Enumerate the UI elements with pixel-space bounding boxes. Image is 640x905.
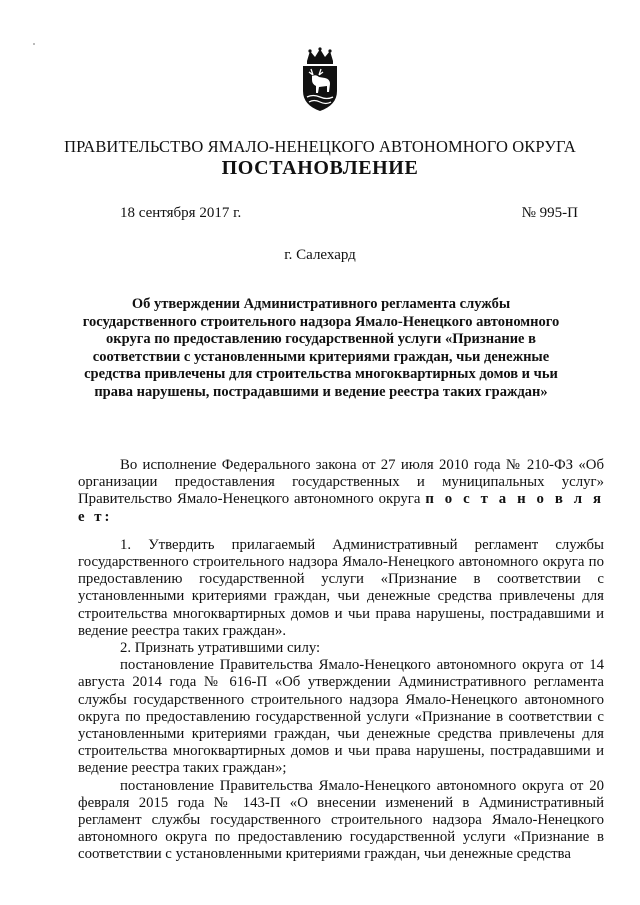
document-subject: Об утверждении Административного регламента службы государственного строительного надзора Ямало-Ненецкого автономного округа по предоставлению государственной услуги «Признание в соответствии с установленными критериями граждан, чьи денежные средства привлечены для строительства многоквартирных домов и чьи права нарушены, пострадавшими и ведение реестра таких граждан»: [82, 296, 560, 400]
document-date: 18 сентября 2017 г.: [120, 205, 242, 221]
yamal-coat-of-arms-icon: [299, 47, 341, 113]
decree-word: п о с т а н о в л я е т:: [78, 491, 604, 525]
document-city: г. Салехард: [284, 247, 356, 263]
document-number: № 995-П: [521, 205, 578, 221]
repeal-1-paragraph: постановление Правительства Ямало-Ненецкого автономного округа от 14 августа 2014 года № 616-П «Об утверждении Административного регламента службы государственного строительного надзора Ямало-Ненецкого автономного округа по предоставлению государственной услуги «Признание в соответствии с установленными критериями граждан, чьи денежные средства привлечены для строительства многоквартирных домов и чьи права нарушены, пострадавшими и ведение реестра таких граждан»;: [78, 657, 604, 777]
item-2-paragraph: 2. Признать утратившими силу:: [120, 640, 321, 657]
document-body: [78, 457, 604, 864]
preamble-paragraph: [78, 457, 604, 526]
document-type-title: ПОСТАНОВЛЕНИЕ: [221, 157, 419, 179]
scan-speck: [33, 43, 35, 45]
government-name: ПРАВИТЕЛЬСТВО ЯМАЛО-НЕНЕЦКОГО АВТОНОМНОГО ОКРУГА: [64, 137, 576, 156]
preamble-text: Во исполнение Федерального закона от 27 июля 2010 года № 210-ФЗ «Об организации предоставления государственных и муниципальных услуг» Правительство Ямало-Ненецкого автономного округа: [78, 457, 604, 508]
item-1-paragraph: 1. Утвердить прилагаемый Административный регламент службы государственного строительного надзора Ямало-Ненецкого автономного округа по предоставлению государственной услуги «Признание в соответствии с установленными критериями граждан, чьи денежные средства привлечены для строительства многоквартирных домов и чьи права нарушены, пострадавшими и ведение реестра таких граждан».: [78, 536, 604, 639]
repeal-2-paragraph: постановление Правительства Ямало-Ненецкого автономного округа от 20 февраля 2015 года № 143-П «О внесении изменений в Административный регламент службы государственного строительного надзора Ямало-Ненецкого автономного округа по предоставлению государственной услуги «Признание в соответствии с установленными критериями граждан, чьи денежные средства: [78, 777, 604, 863]
